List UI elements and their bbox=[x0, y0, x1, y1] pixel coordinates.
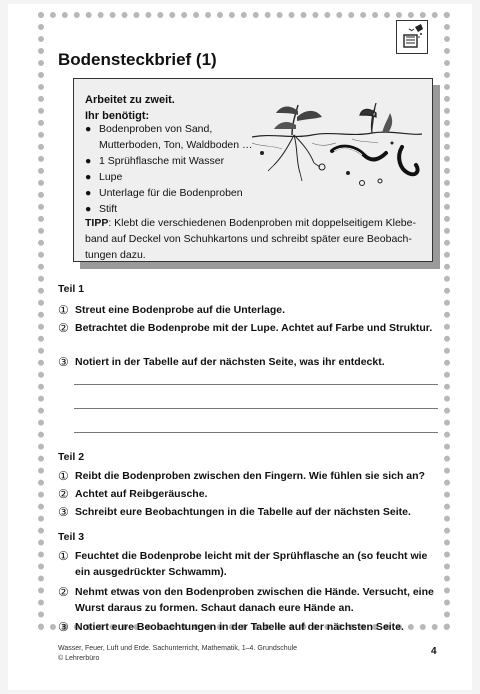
task-item bbox=[58, 320, 438, 336]
part-1-heading: Teil 1 bbox=[58, 283, 85, 295]
work-in-pairs-text: Arbeitet zu zweit. bbox=[85, 94, 175, 106]
step-number: ① bbox=[58, 303, 69, 317]
writing-line bbox=[74, 384, 438, 385]
step-text: Betrachtet die Bodenprobe mit der Lupe. Achtet auf Farbe und Struktur. bbox=[75, 322, 433, 334]
step-text: Streut eine Bodenprobe auf die Unterlage. bbox=[75, 304, 286, 316]
task-item bbox=[58, 504, 438, 520]
step-text: Notiert in der Tabelle auf der nächsten Seite, was ihr entdeckt. bbox=[75, 356, 385, 368]
task-item bbox=[58, 486, 438, 502]
soil-plants-illustration bbox=[252, 103, 422, 203]
bullet-icon: ● bbox=[85, 171, 92, 183]
step-number: ③ bbox=[58, 620, 69, 634]
list-item bbox=[85, 121, 260, 153]
step-text: Achtet auf Reibgeräusche. bbox=[75, 488, 208, 500]
step-text: Feuchtet die Bodenprobe leicht mit der Sprühflasche an (so feucht wie ein ausgedrückter Schwamm). bbox=[75, 550, 428, 578]
step-number: ③ bbox=[58, 505, 69, 519]
task-item bbox=[58, 354, 438, 370]
step-number: ① bbox=[58, 469, 69, 483]
footer-copyright: © Lehrerbüro bbox=[58, 655, 100, 662]
step-text: Schreibt eure Beobachtungen in die Tabelle auf der nächsten Seite. bbox=[75, 506, 411, 518]
footer-credits bbox=[58, 644, 297, 664]
writing-line bbox=[74, 432, 438, 433]
part-2-heading: Teil 2 bbox=[58, 451, 85, 463]
list-item bbox=[85, 153, 260, 169]
page-title: Bodensteckbrief (1) bbox=[58, 50, 217, 69]
material-label: Unterlage für die Bodenproben bbox=[99, 187, 243, 199]
list-item bbox=[85, 185, 260, 201]
material-label: Bodenproben von Sand, Mutterboden, Ton, Waldboden … bbox=[99, 123, 253, 151]
step-text: Nehmt etwas von den Bodenproben zwischen die Hände. Versucht, eine Wurst daraus zu formen. Schaut danach eure Hände an. bbox=[75, 586, 434, 614]
page-number: 4 bbox=[431, 646, 437, 657]
bullet-icon: ● bbox=[85, 187, 92, 199]
part-3-heading: Teil 3 bbox=[58, 531, 85, 543]
bullet-icon: ● bbox=[85, 155, 92, 167]
step-number: ① bbox=[58, 549, 69, 563]
step-number: ② bbox=[58, 321, 69, 335]
task-item bbox=[58, 584, 438, 616]
materials-intro bbox=[85, 92, 175, 124]
material-label: 1 Sprühflasche mit Wasser bbox=[99, 155, 225, 167]
materials-box bbox=[73, 78, 433, 262]
task-item bbox=[58, 468, 438, 484]
material-label: Stift bbox=[99, 203, 118, 215]
step-number: ② bbox=[58, 487, 69, 501]
material-label: Lupe bbox=[99, 171, 123, 183]
step-number: ② bbox=[58, 585, 69, 599]
experiment-icon bbox=[396, 20, 428, 54]
step-number: ③ bbox=[58, 355, 69, 369]
tip-body: : Klebt die verschiedenen Bodenproben mit doppelseitigem Klebeband auf Deckel von Schuhkartons und schreibt später eure Beobachtungen dazu. bbox=[85, 217, 416, 261]
task-item bbox=[58, 302, 438, 318]
list-item bbox=[85, 169, 260, 185]
step-text: Reibt die Bodenproben zwischen den Fingern. Wie fühlen sie sich an? bbox=[75, 470, 425, 482]
needed-heading: Ihr benötigt: bbox=[85, 110, 150, 122]
materials-list bbox=[85, 121, 260, 217]
writing-line bbox=[74, 408, 438, 409]
bullet-icon: ● bbox=[85, 123, 92, 135]
step-text: Notiert eure Beobachtungen in der Tabelle auf der nächsten Seite. bbox=[75, 621, 404, 633]
tip-text bbox=[85, 215, 423, 263]
task-item bbox=[58, 548, 438, 580]
bullet-icon: ● bbox=[85, 203, 92, 215]
footer-book-title: Wasser, Feuer, Luft und Erde. Sachunterricht, Mathematik, 1–4. Grundschule bbox=[58, 645, 298, 652]
tip-label: TIPP bbox=[85, 217, 109, 229]
task-item bbox=[58, 619, 438, 635]
